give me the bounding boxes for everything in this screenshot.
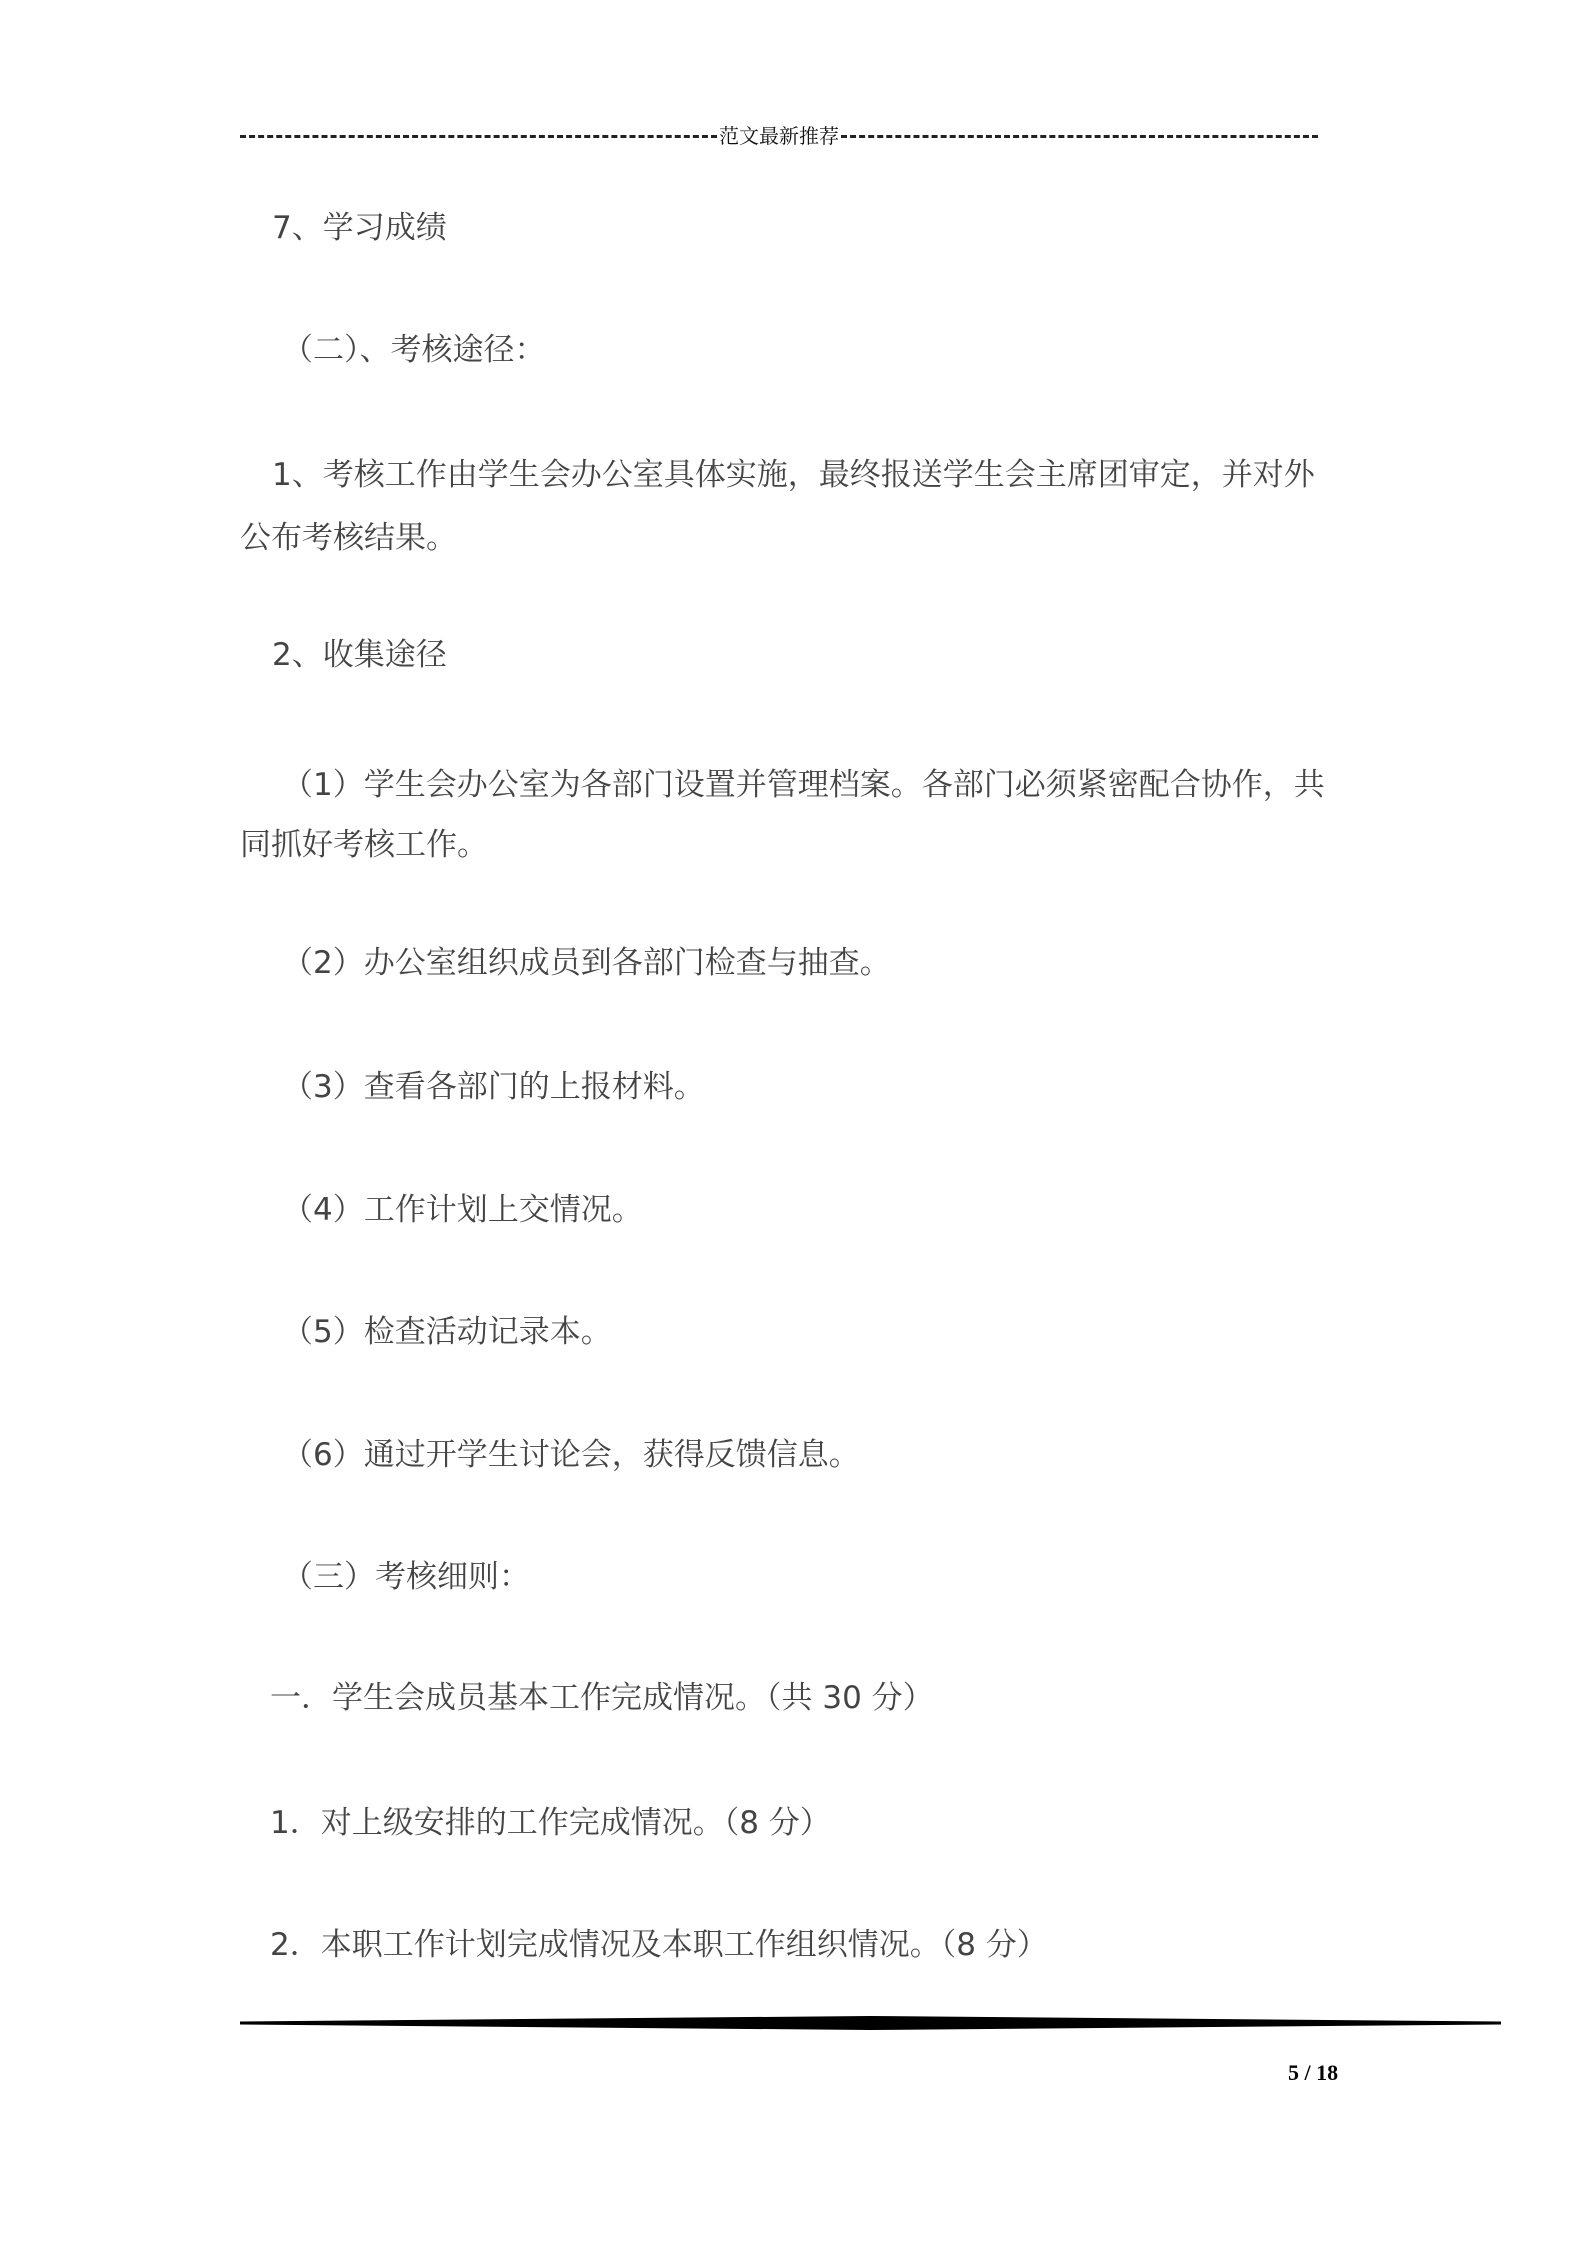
list-item: （5）检查活动记录本。 [282, 1314, 612, 1350]
rule-item: 2．本职工作计划完成情况及本职工作组织情况。（8 分） [270, 1927, 1048, 1963]
page-number: 5 / 18 [1288, 2060, 1339, 2085]
list-item-collection-approach: 2、收集途径 [272, 637, 447, 673]
paragraph-line: 公布考核结果。 [240, 520, 457, 556]
paragraph-line: 1、考核工作由学生会办公室具体实施，最终报送学生会主席团审定，并对外 [272, 457, 1315, 493]
footer-divider [240, 2016, 1501, 2030]
list-item: （2）办公室组织成员到各部门检查与抽查。 [282, 945, 891, 981]
rule-item: 1．对上级安排的工作完成情况。（8 分） [270, 1805, 831, 1841]
paragraph-line: 同抓好考核工作。 [240, 827, 488, 863]
list-item-study-grades: 7、学习成绩 [272, 210, 447, 246]
header-title: 范文最新推荐 [719, 123, 839, 148]
list-item: （6）通过开学生讨论会，获得反馈信息。 [282, 1437, 860, 1473]
header-dashes-right [841, 135, 1318, 138]
list-item: （4）工作计划上交情况。 [282, 1192, 643, 1228]
list-item: （3）查看各部门的上报材料。 [282, 1069, 705, 1105]
page-header [240, 120, 1318, 148]
header-dashes-left [240, 135, 717, 138]
rule-heading: 一．学生会成员基本工作完成情况。（共 30 分） [270, 1680, 934, 1716]
section-heading-assessment-approach: （二）、考核途径： [282, 332, 546, 368]
paragraph-line: （1）学生会办公室为各部门设置并管理档案。各部门必须紧密配合协作，共 [282, 767, 1325, 803]
section-heading-assessment-rules: （三）考核细则： [282, 1559, 530, 1595]
